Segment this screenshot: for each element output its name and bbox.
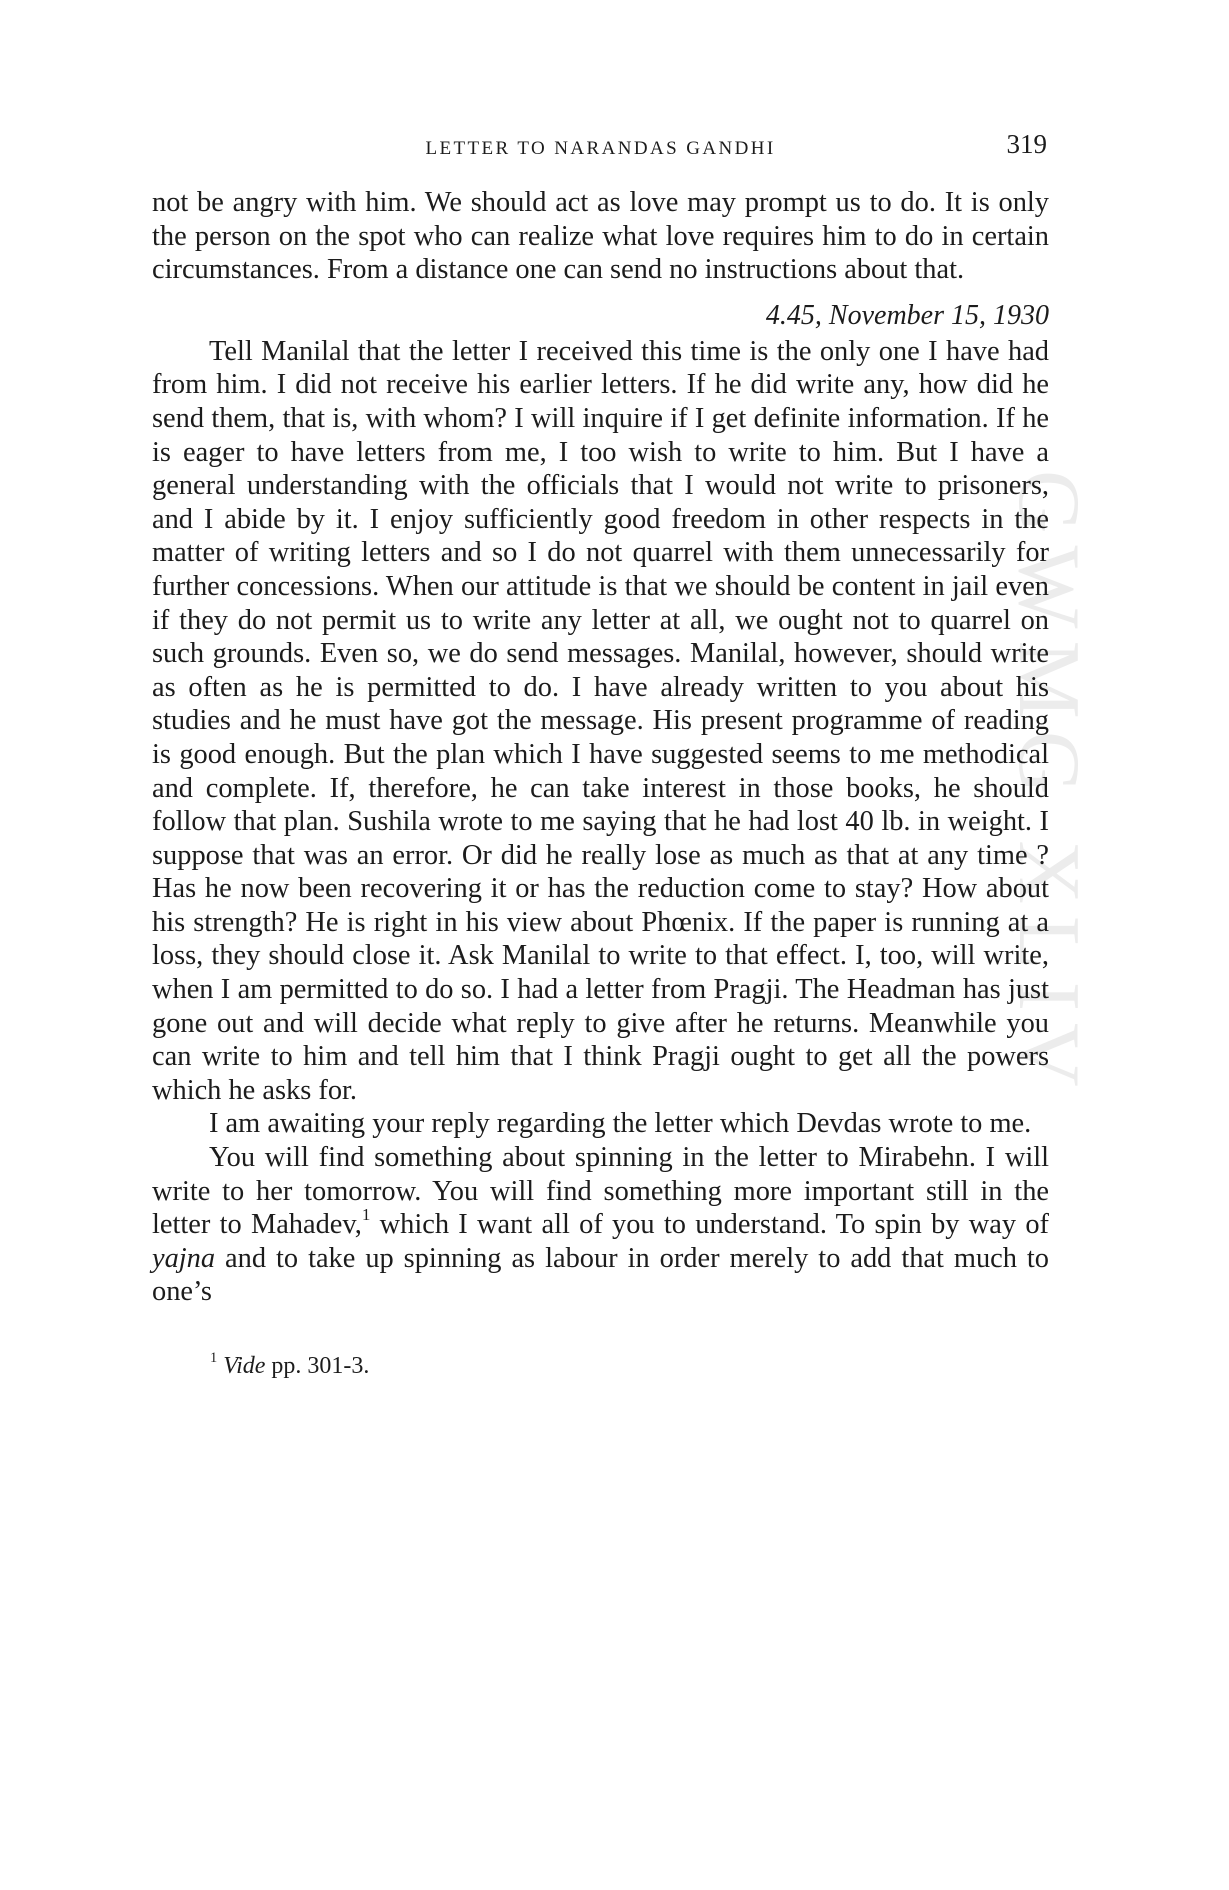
paragraph-3: I am awaiting your reply regarding the letter which Devdas wrote to me.: [209, 1108, 1032, 1140]
watermark: GWMG XLIV: [1000, 470, 1097, 1099]
footnote-reference[interactable]: 1: [361, 1205, 371, 1225]
dateline: 4.45, November 15, 1930: [765, 299, 1049, 331]
body-text: [152, 186, 1049, 1309]
page-number: 319: [1006, 129, 1047, 159]
paragraph-4-text-b: which I want all of you to understand. To spin by way of: [370, 1209, 1049, 1241]
paragraph-1: not be angry with him. We should act as love may prompt us to do. It is only the person on the spot who can realize what love requires him to do in certain circumstances. From a distance one can send no instructions about that.: [152, 187, 1049, 286]
footnote-marker: 1: [210, 1350, 218, 1367]
paragraph-4-text-c: and to take up spinning as labour in order merely to add that much to one’s: [152, 1242, 1049, 1308]
paragraph-4: [152, 1141, 1049, 1309]
page: [152, 126, 1049, 1381]
running-title: LETTER TO NARANDAS GANDHI: [425, 138, 776, 159]
footnote-italic: Vide: [223, 1353, 266, 1379]
paragraph-4-text-a: You will find something about spinning in the letter to Mirabehn. I will write to her tomorrow. You will find something more important still in the letter to Mahadev,: [152, 1142, 1049, 1241]
footnote-text: pp. 301-3.: [265, 1353, 370, 1379]
footnote: [210, 1351, 1049, 1381]
paragraph-2: Tell Manilal that the letter I received this time is the only one I have had from him. I did not receive his earlier letters. If he did write any, how did he send them, that is, with whom? I will inquire if I get definite information. If he is eager to have letters from me, I too wish to write to him. But I have a general understanding with the officials that I would not write to prisoners, and I abide by it. I enjoy sufficiently good freedom in other respects in the matter of writing letters and so I do not quarrel with them unnecessarily for further concessions. When our attitude is that we should be content in jail even if they do not permit us to write any letter at all, we ought not to quarrel on such grounds. Even so, we do send messages. Manilal, however, should write as often as he is permitted to do. I have already written to you about his studies and he must have got the message. His present programme of reading is good enough. But the plan which I have suggested seems to me methodical and complete. If, therefore, he can take interest in those books, he should follow that plan. Sushila wrote to me saying that he had lost 40 lb. in weight. I suppose that was an error. Or did he really lose as much as that at any time ? Has he now been recovering it or has the reduction come to stay? How about his strength? He is right in his view about Phœnix. If the paper is running at a loss, they should close it. Ask Manilal to write to that effect. I, too, will write, when I am permitted to do so. I had a letter from Pragji. The Headman has just gone out and will decide what reply to give after he returns. Meanwhile you can write to him and tell him that I think Pragji ought to get all the powers which he asks for.: [152, 335, 1049, 1106]
italic-term-yajna: yajna: [152, 1242, 216, 1274]
running-head: [152, 126, 1049, 166]
